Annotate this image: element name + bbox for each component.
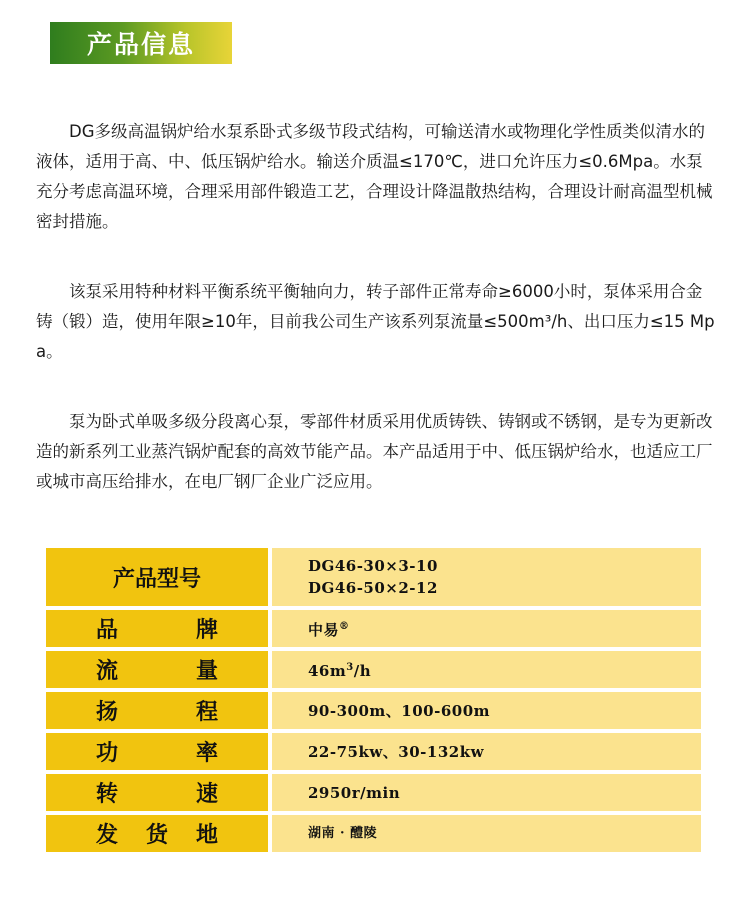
power-value: 22-75kw、30-132kw — [308, 742, 484, 761]
registered-mark: ® — [339, 621, 350, 632]
spec-row-origin — [46, 815, 701, 852]
brand-label-char-2: 牌 — [195, 618, 218, 643]
brand-value: 中易 — [308, 621, 340, 639]
spec-table — [46, 548, 701, 856]
spec-value-flow — [272, 651, 701, 688]
power-label-char-1: 功 — [96, 741, 119, 766]
origin-label-char-3: 地 — [195, 823, 218, 848]
spec-label-power — [46, 733, 268, 770]
spec-value-head — [272, 692, 701, 729]
spec-row-head — [46, 692, 701, 729]
spec-value-speed — [272, 774, 701, 811]
speed-label-char-1: 转 — [96, 782, 119, 807]
flow-exponent: 3 — [346, 662, 354, 673]
speed-label-char-2: 速 — [195, 782, 218, 807]
section-title: 产品信息 — [86, 30, 195, 59]
spec-label-brand — [46, 610, 268, 647]
speed-value: 2950r/min — [308, 783, 401, 802]
model-value-2: DG46-50×2-12 — [308, 579, 438, 597]
spec-row-brand — [46, 610, 701, 647]
spec-row-flow — [46, 651, 701, 688]
model-value-1: DG46-30×3-10 — [308, 557, 438, 575]
flow-label-char-1: 流 — [96, 659, 119, 684]
origin-label-char-1: 发 — [96, 823, 119, 848]
spec-row-speed — [46, 774, 701, 811]
spec-label-model: 产品型号 — [46, 548, 268, 606]
spec-label-flow — [46, 651, 268, 688]
brand-label-char-1: 品 — [96, 618, 119, 643]
spec-row-power — [46, 733, 701, 770]
head-label-char-1: 扬 — [96, 700, 119, 725]
spec-value-power — [272, 733, 701, 770]
head-label-char-2: 程 — [195, 700, 218, 725]
spec-value-model — [272, 548, 701, 606]
spec-value-brand — [272, 610, 701, 647]
power-label-char-2: 率 — [195, 741, 218, 766]
description-paragraph-2: 该泵采用特种材料平衡系统平衡轴向力，转子部件正常寿命≥6000小时，泵体采用合金铸（锻）造，使用年限≥10年，目前我公司生产该系列泵流量≤500m³/h、出口压力≤15 Mpa。 — [36, 282, 715, 361]
flow-value: 46m — [308, 662, 347, 680]
spec-label-head — [46, 692, 268, 729]
spec-label-origin — [46, 815, 268, 852]
origin-value: 湖南 · 醴陵 — [308, 825, 378, 841]
flow-label-char-2: 量 — [195, 659, 218, 684]
origin-label-char-2: 货 — [145, 823, 168, 848]
section-title-banner — [50, 22, 232, 64]
description-paragraph-1: DG多级高温锅炉给水泵系卧式多级节段式结构，可输送清水或物理化学性质类似清水的液体，适用于高、中、低压锅炉给水。输送介质温≤170℃，进口允许压力≤0.6Mpa。水泵充分考虑高温环境，合理采用部件锻造工艺，合理设计降温散热结构，合理设计耐高温型机械密封措施。 — [36, 122, 713, 231]
description-paragraph-3: 泵为卧式单吸多级分段离心泵，零部件材质采用优质铸铁、铸钢或不锈钢，是专为更新改造的新系列工业蒸汽锅炉配套的高效节能产品。本产品适用于中、低压锅炉给水，也适应工厂或城市高压给排水，在电厂钢厂企业广泛应用。 — [36, 412, 713, 491]
head-value: 90-300m、100-600m — [308, 701, 491, 720]
spec-value-origin — [272, 815, 701, 852]
product-description — [36, 117, 716, 537]
spec-row-model — [46, 548, 701, 606]
flow-unit: /h — [353, 662, 372, 680]
spec-label-speed — [46, 774, 268, 811]
